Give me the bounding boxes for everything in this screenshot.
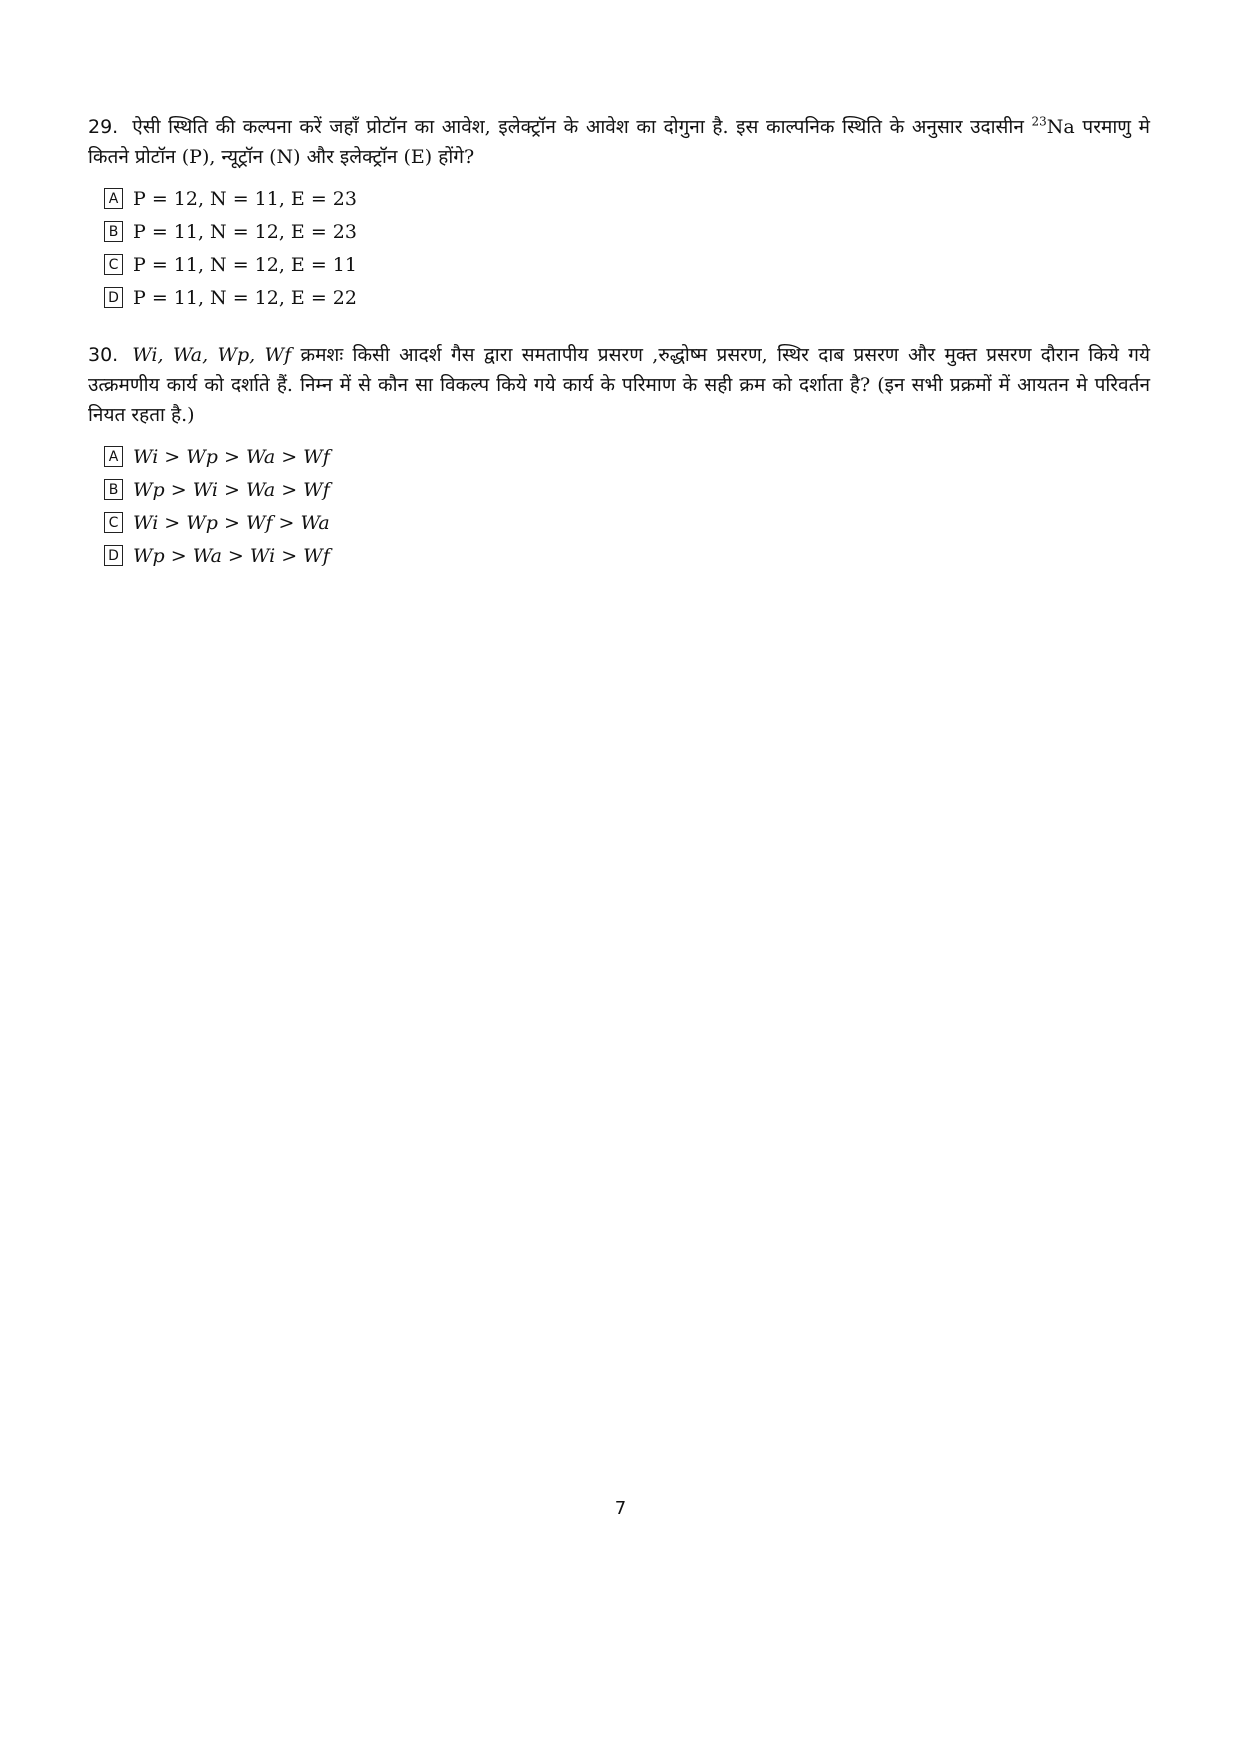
question-29-text [88,112,1150,172]
question-text-part2: परमाणु मे कितने प्रोटॉन (P), न्यूट्रॉन (N) और इलेक्ट्रॉन (E) होंगे? [88,116,1150,168]
option-letter-box: D [104,287,123,308]
option-letter-box: C [104,254,123,275]
question-30 [88,340,1150,572]
option-letter-box: D [104,545,123,566]
work-variables: Wi, Wa, Wp, Wf [132,344,292,366]
element-symbol: Na [1046,116,1075,138]
option-text: P = 11, N = 12, E = 11 [133,253,357,276]
option-letter-box: C [104,512,123,533]
option-a[interactable] [104,440,1150,473]
question-29 [88,112,1150,314]
question-number: 29. [88,116,119,138]
option-text: Wi > Wp > Wa > Wf [133,445,330,468]
option-text: P = 11, N = 12, E = 23 [133,220,357,243]
option-letter-box: A [104,446,123,467]
option-letter-box: B [104,221,123,242]
question-text-part1: ऐसी स्थिति की कल्पना करें जहाँ प्रोटॉन का आवेश, इलेक्ट्रॉन के आवेश का दोगुना है. इस काल्पनिक स्थिति के अनुसार उदासीन [132,116,1032,138]
option-c[interactable] [104,248,1150,281]
question-30-text [88,340,1150,430]
page-number: 7 [614,1498,627,1519]
option-a[interactable] [104,182,1150,215]
option-c[interactable] [104,506,1150,539]
option-letter-box: A [104,188,123,209]
options-list [104,440,1150,572]
options-list [104,182,1150,314]
question-text: क्रमशः किसी आदर्श गैस द्वारा समतापीय प्रसरण ,रुद्धोष्म प्रसरण, स्थिर दाब प्रसरण और मुक्त प्रसरण दौरान किये गये उत्क्रमणीय कार्य को दर्शाते हैं. निम्न में से कौन सा विकल्प किये गये कार्य के परिमाण के सही क्रम को दर्शाता है? (इन सभी प्रक्रमों में आयतन मे परिवर्तन नियत रहता है.) [88,344,1150,426]
option-b[interactable] [104,473,1150,506]
option-letter-box: B [104,479,123,500]
option-d[interactable] [104,539,1150,572]
mass-number: 23 [1031,114,1047,129]
option-text: Wp > Wi > Wa > Wf [133,478,330,501]
option-text: Wi > Wp > Wf > Wa [133,511,330,534]
option-d[interactable] [104,281,1150,314]
option-text: P = 11, N = 12, E = 22 [133,286,357,309]
option-b[interactable] [104,215,1150,248]
question-number: 30. [88,344,119,366]
option-text: Wp > Wa > Wi > Wf [133,544,330,567]
option-text: P = 12, N = 11, E = 23 [133,187,357,210]
